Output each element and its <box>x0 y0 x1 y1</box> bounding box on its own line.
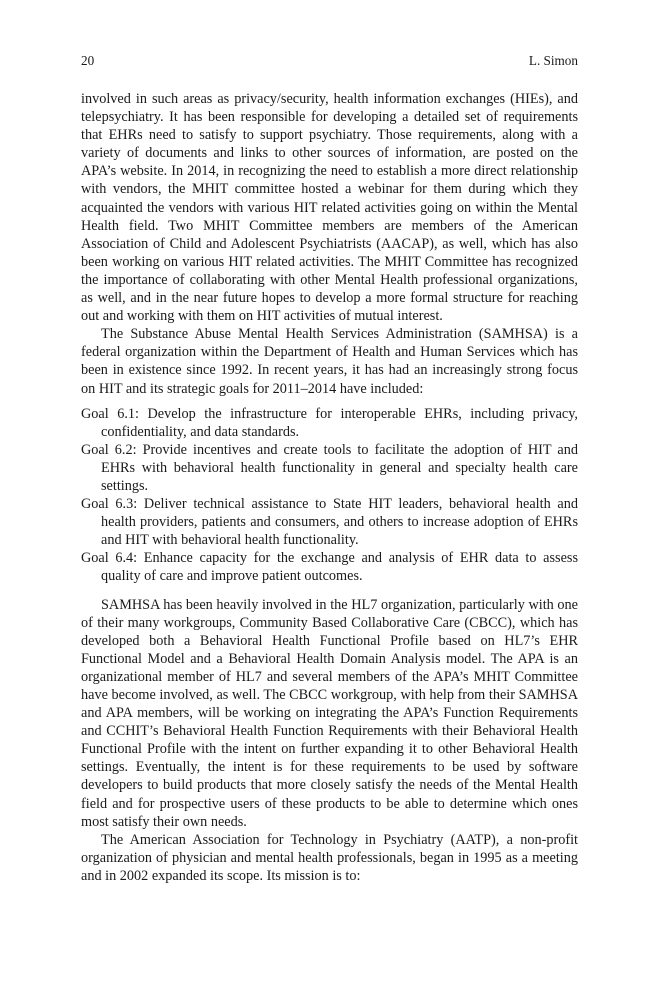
paragraph-mhit-committee: involved in such areas as privacy/security, health information exchanges (HIEs), and telepsychiatry. It has been responsible for developing a detailed set of requirements that EHRs need to satisfy to support psychiatry. Those requirements, along with a variety of documents and links to other sources of information, are posted on the APA’s website. In 2014, in recognizing the need to establish a more direct relationship with vendors, the MHIT committee hosted a webinar for them during which they acquainted the vendors with various HIT related activities going on within the Mental Health field. Two MHIT Committee members are members of the American Association of Child and Adolescent Psychiatrists (AACAP), as well, which has also been working on various HIT related activities. The MHIT Committee has recognized the importance of collaborating with other Mental Health professional organizations, as well, and in the near future hopes to develop a more formal structure for reaching out and working with them on HIT activities of mutual interest. <box>81 91 578 325</box>
goal-item: Goal 6.3: Deliver technical assistance to State HIT leaders, behavioral health and health providers, patients and consumers, and others to increase adoption of EHRs and HIT with behavioral health functionality. <box>81 496 578 549</box>
paragraph-aatp: The American Association for Technology in Psychiatry (AATP), a non-profit organization of physician and mental health professionals, began in 1995 as a meeting and in 2002 expanded its scope. Its mission is to: <box>81 831 578 884</box>
paragraph-samhsa-hl7: SAMHSA has been heavily involved in the HL7 organization, particularly with one of their many workgroups, Community Based Collaborative Care (CBCC), which has developed both a Behavioral Health Functional Profile based on HL7’s EHR Functional Model and a Behavioral Health Domain Analysis model. The APA is an organizational member of HL7 and several members of the APA’s MHIT Committee have become involved, as well. The CBCC workgroup, with help from their SAMHSA and APA members, will be working on integrating the APA’s Function Requirements and CCHIT’s Behavioral Health Function Requirements with their Behavioral Health Functional Profile with the intent on further expanding it to other Behavioral Health settings. Eventually, the intent is for these requirements to be used by software developers to build products that more closely satisfy the needs of the Mental Health field and for prospective users of these products to be able to determine which ones most satisfy their own needs. <box>81 596 578 830</box>
running-head-author: L. Simon <box>528 53 578 68</box>
page-number: 20 <box>81 53 95 68</box>
body-text <box>81 90 578 885</box>
goals-list <box>81 405 578 586</box>
paragraph-samhsa-intro: The Substance Abuse Mental Health Services Administration (SAMHSA) is a federal organization within the Department of Health and Human Services which has been in existence since 1992. In recent years, it has had an increasingly strong focus on HIT and its strategic goals for 2011–2014 have included: <box>81 326 578 397</box>
goal-item: Goal 6.1: Develop the infrastructure for interoperable EHRs, including privacy, confidentiality, and data standards. <box>81 405 578 440</box>
goal-item: Goal 6.4: Enhance capacity for the exchange and analysis of EHR data to assess quality of care and improve patient outcomes. <box>81 550 578 585</box>
goal-item: Goal 6.2: Provide incentives and create tools to facilitate the adoption of HIT and EHRs with behavioral health functionality in general and specialty health care settings. <box>81 441 578 494</box>
running-head <box>81 52 578 70</box>
